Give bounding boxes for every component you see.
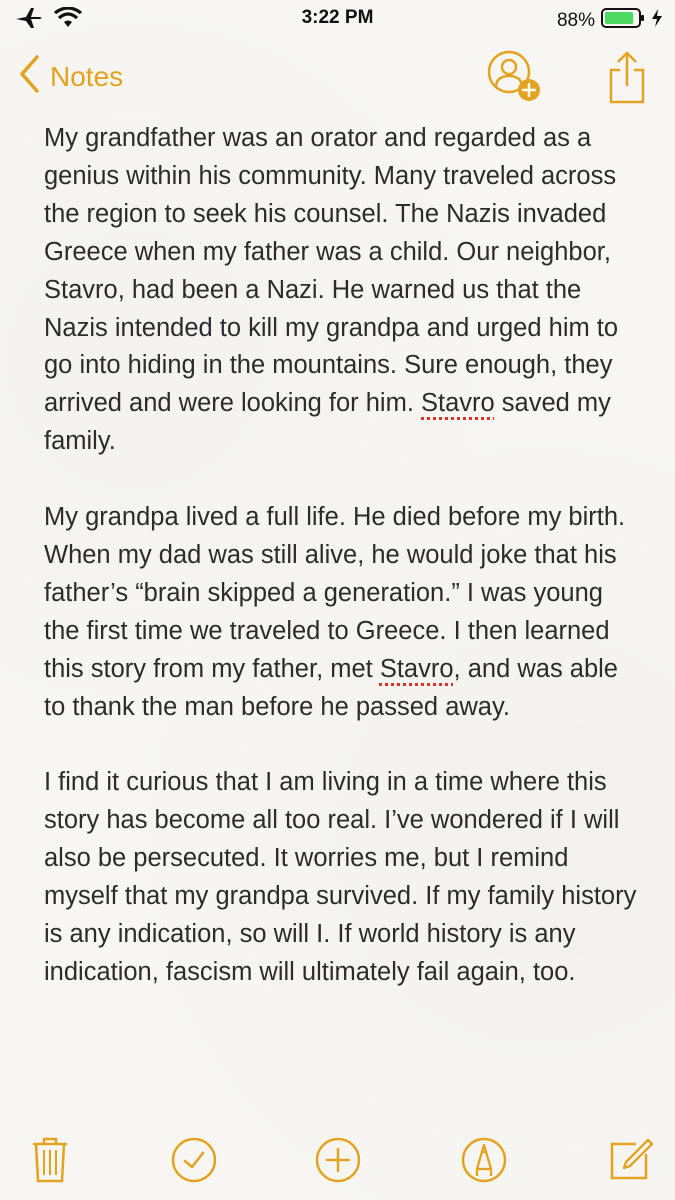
back-button[interactable] <box>18 54 123 99</box>
markup-icon[interactable] <box>458 1134 510 1186</box>
trash-icon[interactable] <box>24 1134 76 1186</box>
battery-percent: 88% <box>556 9 595 31</box>
nav-actions <box>485 48 647 113</box>
compose-icon[interactable] <box>604 1134 656 1186</box>
status-time: 3:22 PM <box>301 7 374 28</box>
paragraph-2-text-end: , and was able to thank the man before he passed away. <box>44 654 618 721</box>
note-paragraph-1 <box>44 120 644 461</box>
status-bar-right <box>557 7 663 34</box>
battery-icon <box>601 7 645 34</box>
paragraph-2-text: My grandpa lived a full life. He died before my birth. When my dad was still alive, he would joke that his father’s “brain skipped a generation.” I was young the first time we traveled to Greece. I then learned this story from my father, met <box>44 503 626 683</box>
paragraph-1-text: My grandfather was an orator and regarded as a genius within his community. Many traveled across the region to seek his counsel. The Nazis invaded Greece when my father was a child. Our neighbor, Stavro, had been a Nazi. He warned us that the Nazis intended to kill my grandpa and urged him to go into hiding in the mountains. Sure enough, they arrived and were looking for him. <box>44 124 619 418</box>
note-paragraph-2 <box>44 499 644 726</box>
note-body[interactable] <box>44 120 644 1030</box>
chevron-left-icon <box>18 54 40 99</box>
misspelled-word[interactable]: Stavro <box>421 389 495 418</box>
charging-bolt-icon <box>651 8 663 33</box>
add-icon[interactable] <box>312 1134 364 1186</box>
misspelled-word[interactable]: Stavro <box>379 654 454 683</box>
status-bar <box>0 0 675 40</box>
add-people-icon[interactable] <box>485 48 545 113</box>
bottom-toolbar <box>0 1120 675 1200</box>
checklist-icon[interactable] <box>168 1134 220 1186</box>
share-icon[interactable] <box>607 50 647 111</box>
nav-bar <box>0 40 675 110</box>
back-label: Notes <box>50 60 124 92</box>
note-paragraph-3: I find it curious that I am living in a time where this story has become all too real. I’ve wondered if I will also be persecuted. It worries me, but I remind myself that my grandpa survived. If my family history is any indication, so will I. If world history is any indication, fascism will ultimately fail again, too. <box>44 768 637 986</box>
paragraph-1-text-end: saved my family. <box>44 389 611 456</box>
